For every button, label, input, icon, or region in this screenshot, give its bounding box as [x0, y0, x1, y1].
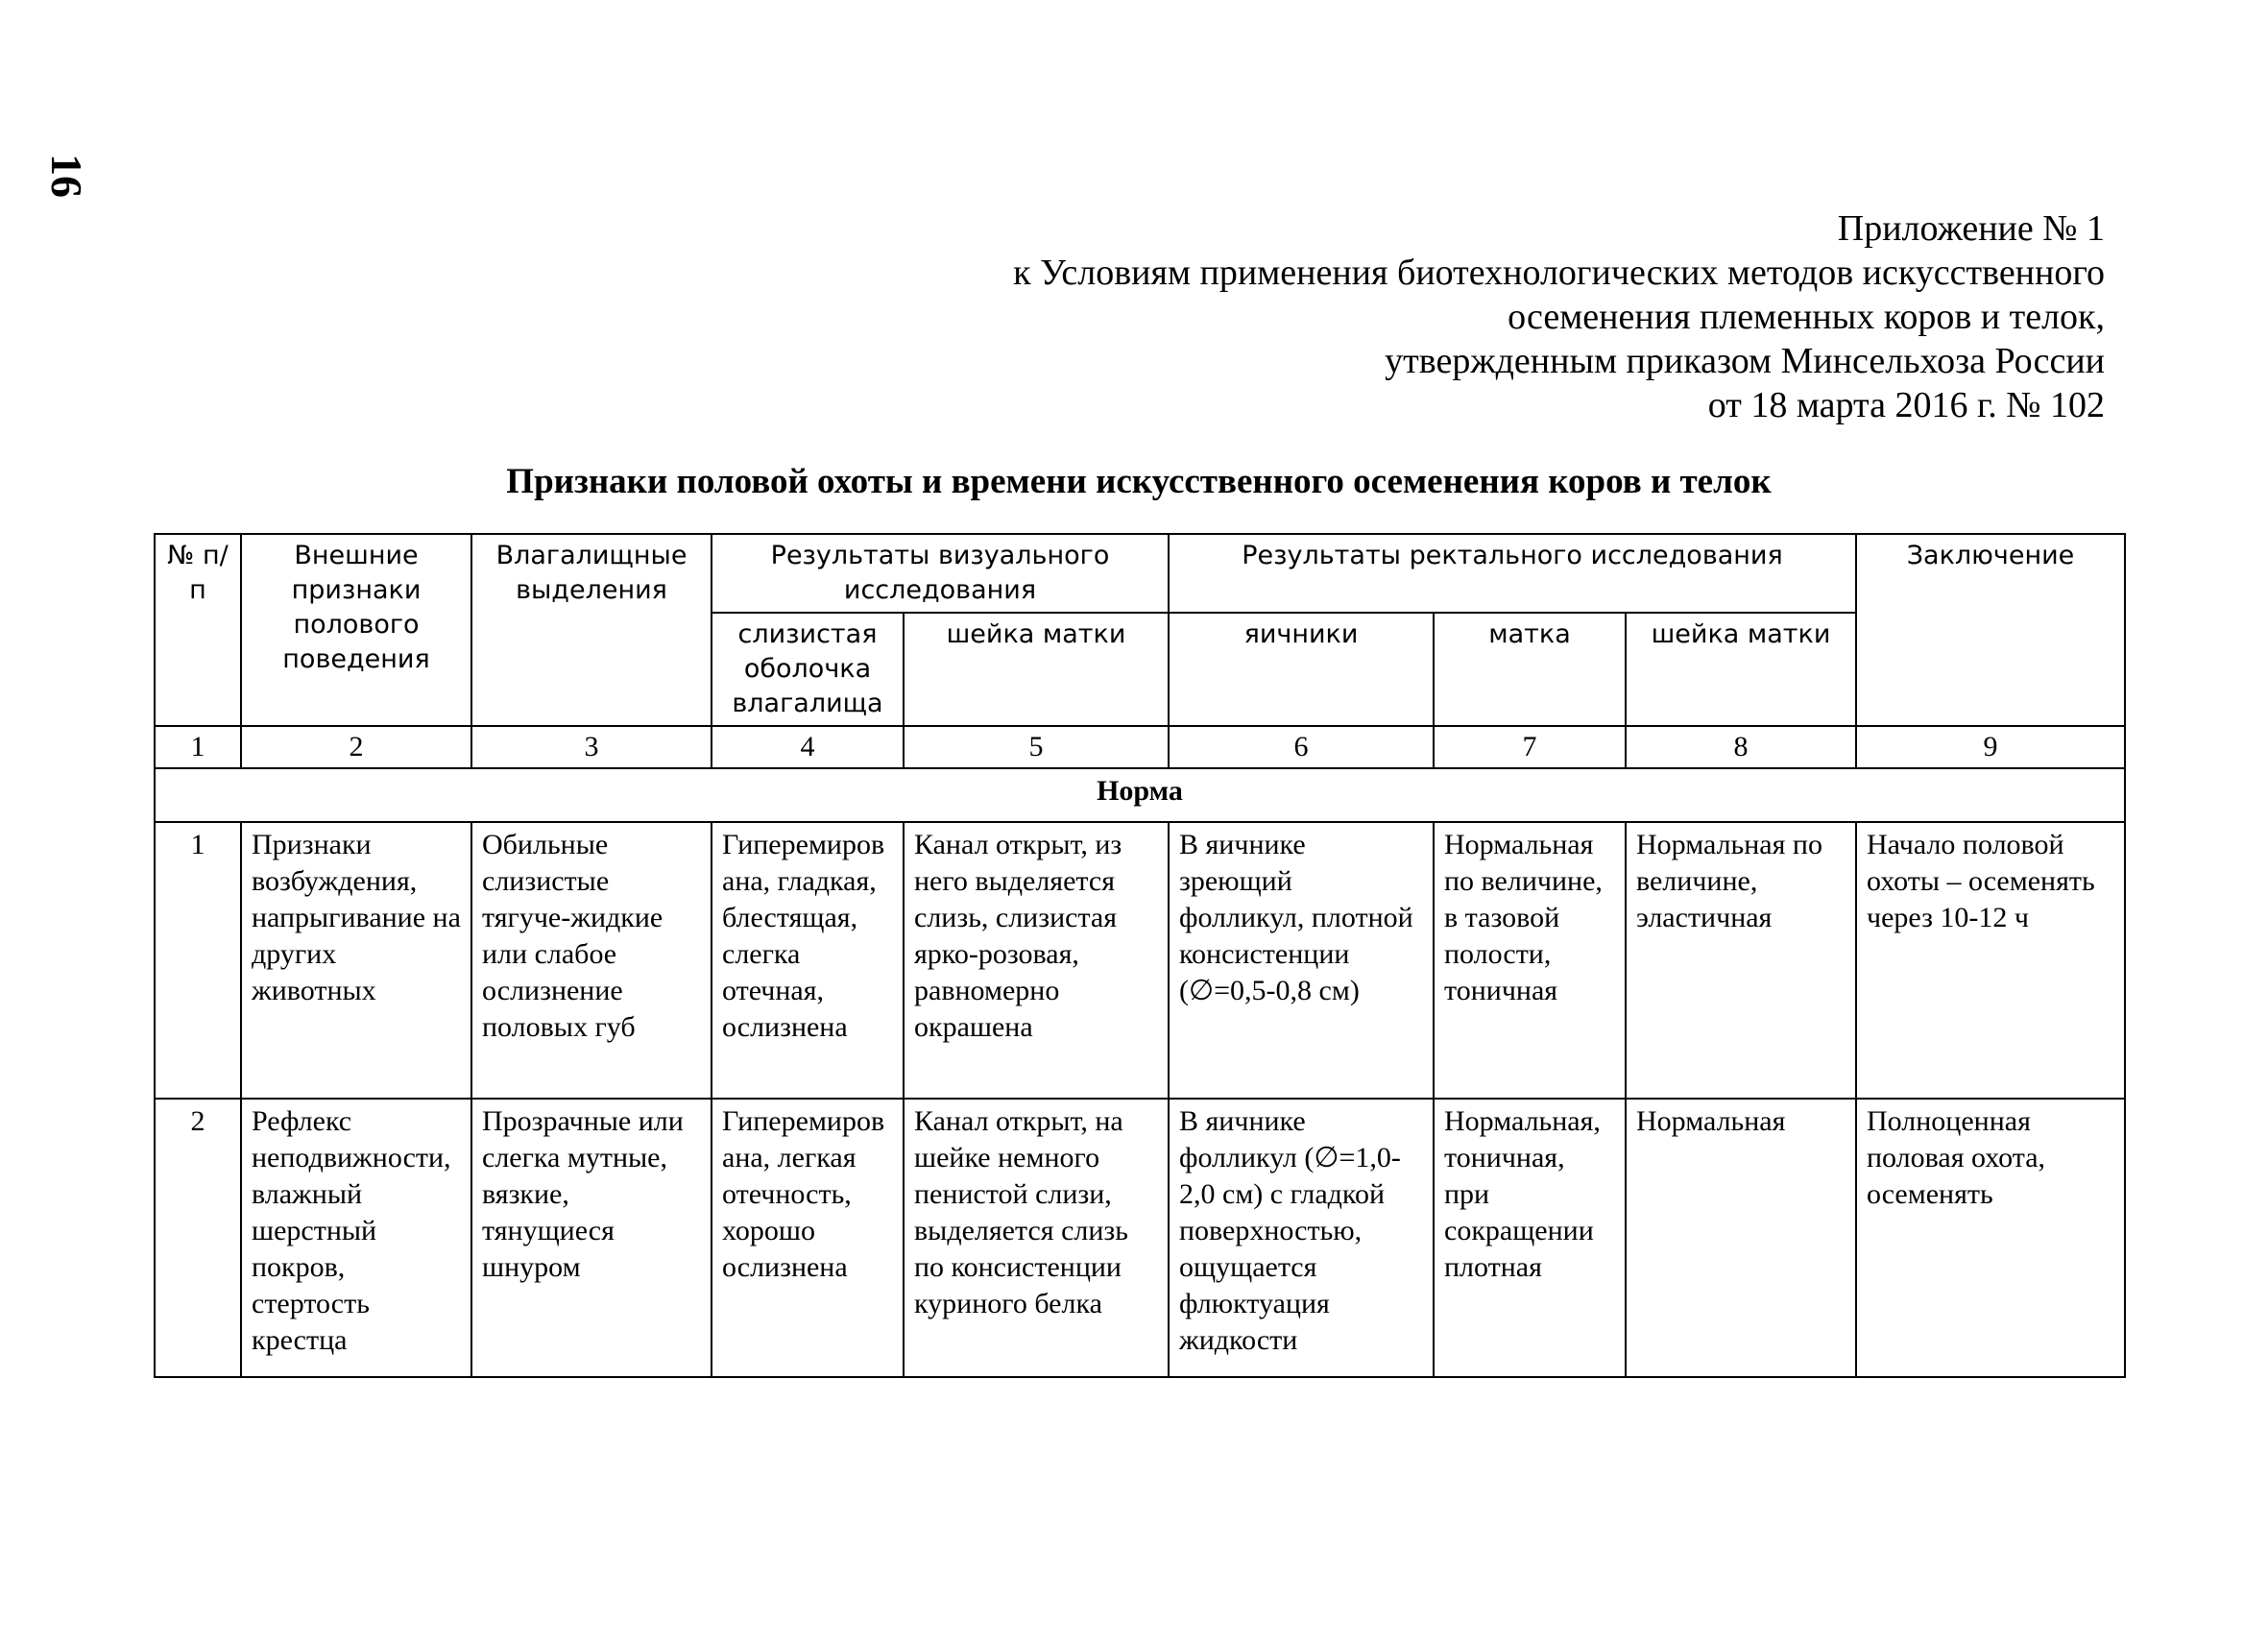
column-number: 2: [241, 726, 471, 768]
cell-rectal-cervix: Нормальная по величине, эластичная: [1626, 822, 1856, 1099]
column-number: 6: [1169, 726, 1434, 768]
header-visual-group: Результаты визуального исследования: [712, 534, 1169, 613]
appendix-line: осеменения племенных коров и телок,: [1508, 297, 2105, 337]
document-title: Признаки половой охоты и времени искусственного осеменения коров и телок: [506, 462, 1772, 501]
cell-conclusion: Полноценная половая охота, осеменять: [1856, 1099, 2125, 1377]
column-number: 9: [1856, 726, 2125, 768]
row-number: 2: [155, 1099, 241, 1377]
table-row: [155, 822, 2125, 1099]
cell-uterus: Нормальная по величине, в тазовой полости, тоничная: [1434, 822, 1626, 1099]
row-number: 1: [155, 822, 241, 1099]
cell-discharge: Обильные слизистые тягуче-жидкие или слабое ослизнение половых губ: [471, 822, 712, 1099]
header-conclusion: Заключение: [1856, 534, 2125, 726]
cell-cervix: Канал открыт, на шейке немного пенистой слизи, выделяется слизь по консистенции куриного белка: [904, 1099, 1169, 1377]
cell-rectal-cervix: Нормальная: [1626, 1099, 1856, 1377]
header-discharge: Влагалищные выделения: [471, 534, 712, 726]
cell-mucosa: Гиперемирована, гладкая, блестящая, слегка отечная, ослизнена: [712, 822, 904, 1099]
appendix-line: Приложение № 1: [1837, 208, 2105, 249]
appendix-line: к Условиям применения биотехнологических методов искусственного: [1013, 253, 2105, 293]
cell-ovaries: В яичнике фолликул (∅=1,0-2,0 см) с гладкой поверхностью, ощущается флюктуация жидкости: [1169, 1099, 1434, 1377]
cell-cervix: Канал открыт, из него выделяется слизь, слизистая ярко-розовая, равномерно окрашена: [904, 822, 1169, 1099]
cell-external-signs: Рефлекс неподвижности, влажный шерстный покров, стертость крестца: [241, 1099, 471, 1377]
cell-uterus: Нормальная, тоничная, при сокращении плотная: [1434, 1099, 1626, 1377]
table-row: [155, 1099, 2125, 1377]
page-number: 16: [42, 154, 91, 198]
cell-mucosa: Гиперемирована, легкая отечность, хорошо ослизнена: [712, 1099, 904, 1377]
cell-ovaries: В яичнике зреющий фолликул, плотной консистенции (∅=0,5-0,8 см): [1169, 822, 1434, 1099]
section-heading: Норма: [155, 768, 2125, 822]
cell-external-signs: Признаки возбуждения, напрыгивание на других животных: [241, 822, 471, 1099]
cell-discharge: Прозрачные или слегка мутные, вязкие, тянущиеся шнуром: [471, 1099, 712, 1377]
header-rectal-uterus: матка: [1434, 613, 1626, 726]
column-number: 7: [1434, 726, 1626, 768]
appendix-line: от 18 марта 2016 г. № 102: [1707, 385, 2105, 425]
column-number: 5: [904, 726, 1169, 768]
cell-conclusion: Начало половой охоты – осеменять через 10-12 ч: [1856, 822, 2125, 1099]
header-num: № п/п: [155, 534, 241, 726]
appendix-reference: [1013, 206, 2105, 427]
header-rectal-cervix: шейка матки: [1626, 613, 1856, 726]
signs-table: [154, 533, 2126, 1378]
column-number: 3: [471, 726, 712, 768]
header-external-signs: Внешние признаки полового поведения: [241, 534, 471, 726]
header-visual-mucosa: слизистая оболочка влагалища: [712, 613, 904, 726]
column-number: 4: [712, 726, 904, 768]
header-rectal-group: Результаты ректального исследования: [1169, 534, 1856, 613]
header-visual-cervix: шейка матки: [904, 613, 1169, 726]
column-number: 1: [155, 726, 241, 768]
header-rectal-ovaries: яичники: [1169, 613, 1434, 726]
column-number: 8: [1626, 726, 1856, 768]
appendix-line: утвержденным приказом Минсельхоза России: [1385, 341, 2105, 381]
